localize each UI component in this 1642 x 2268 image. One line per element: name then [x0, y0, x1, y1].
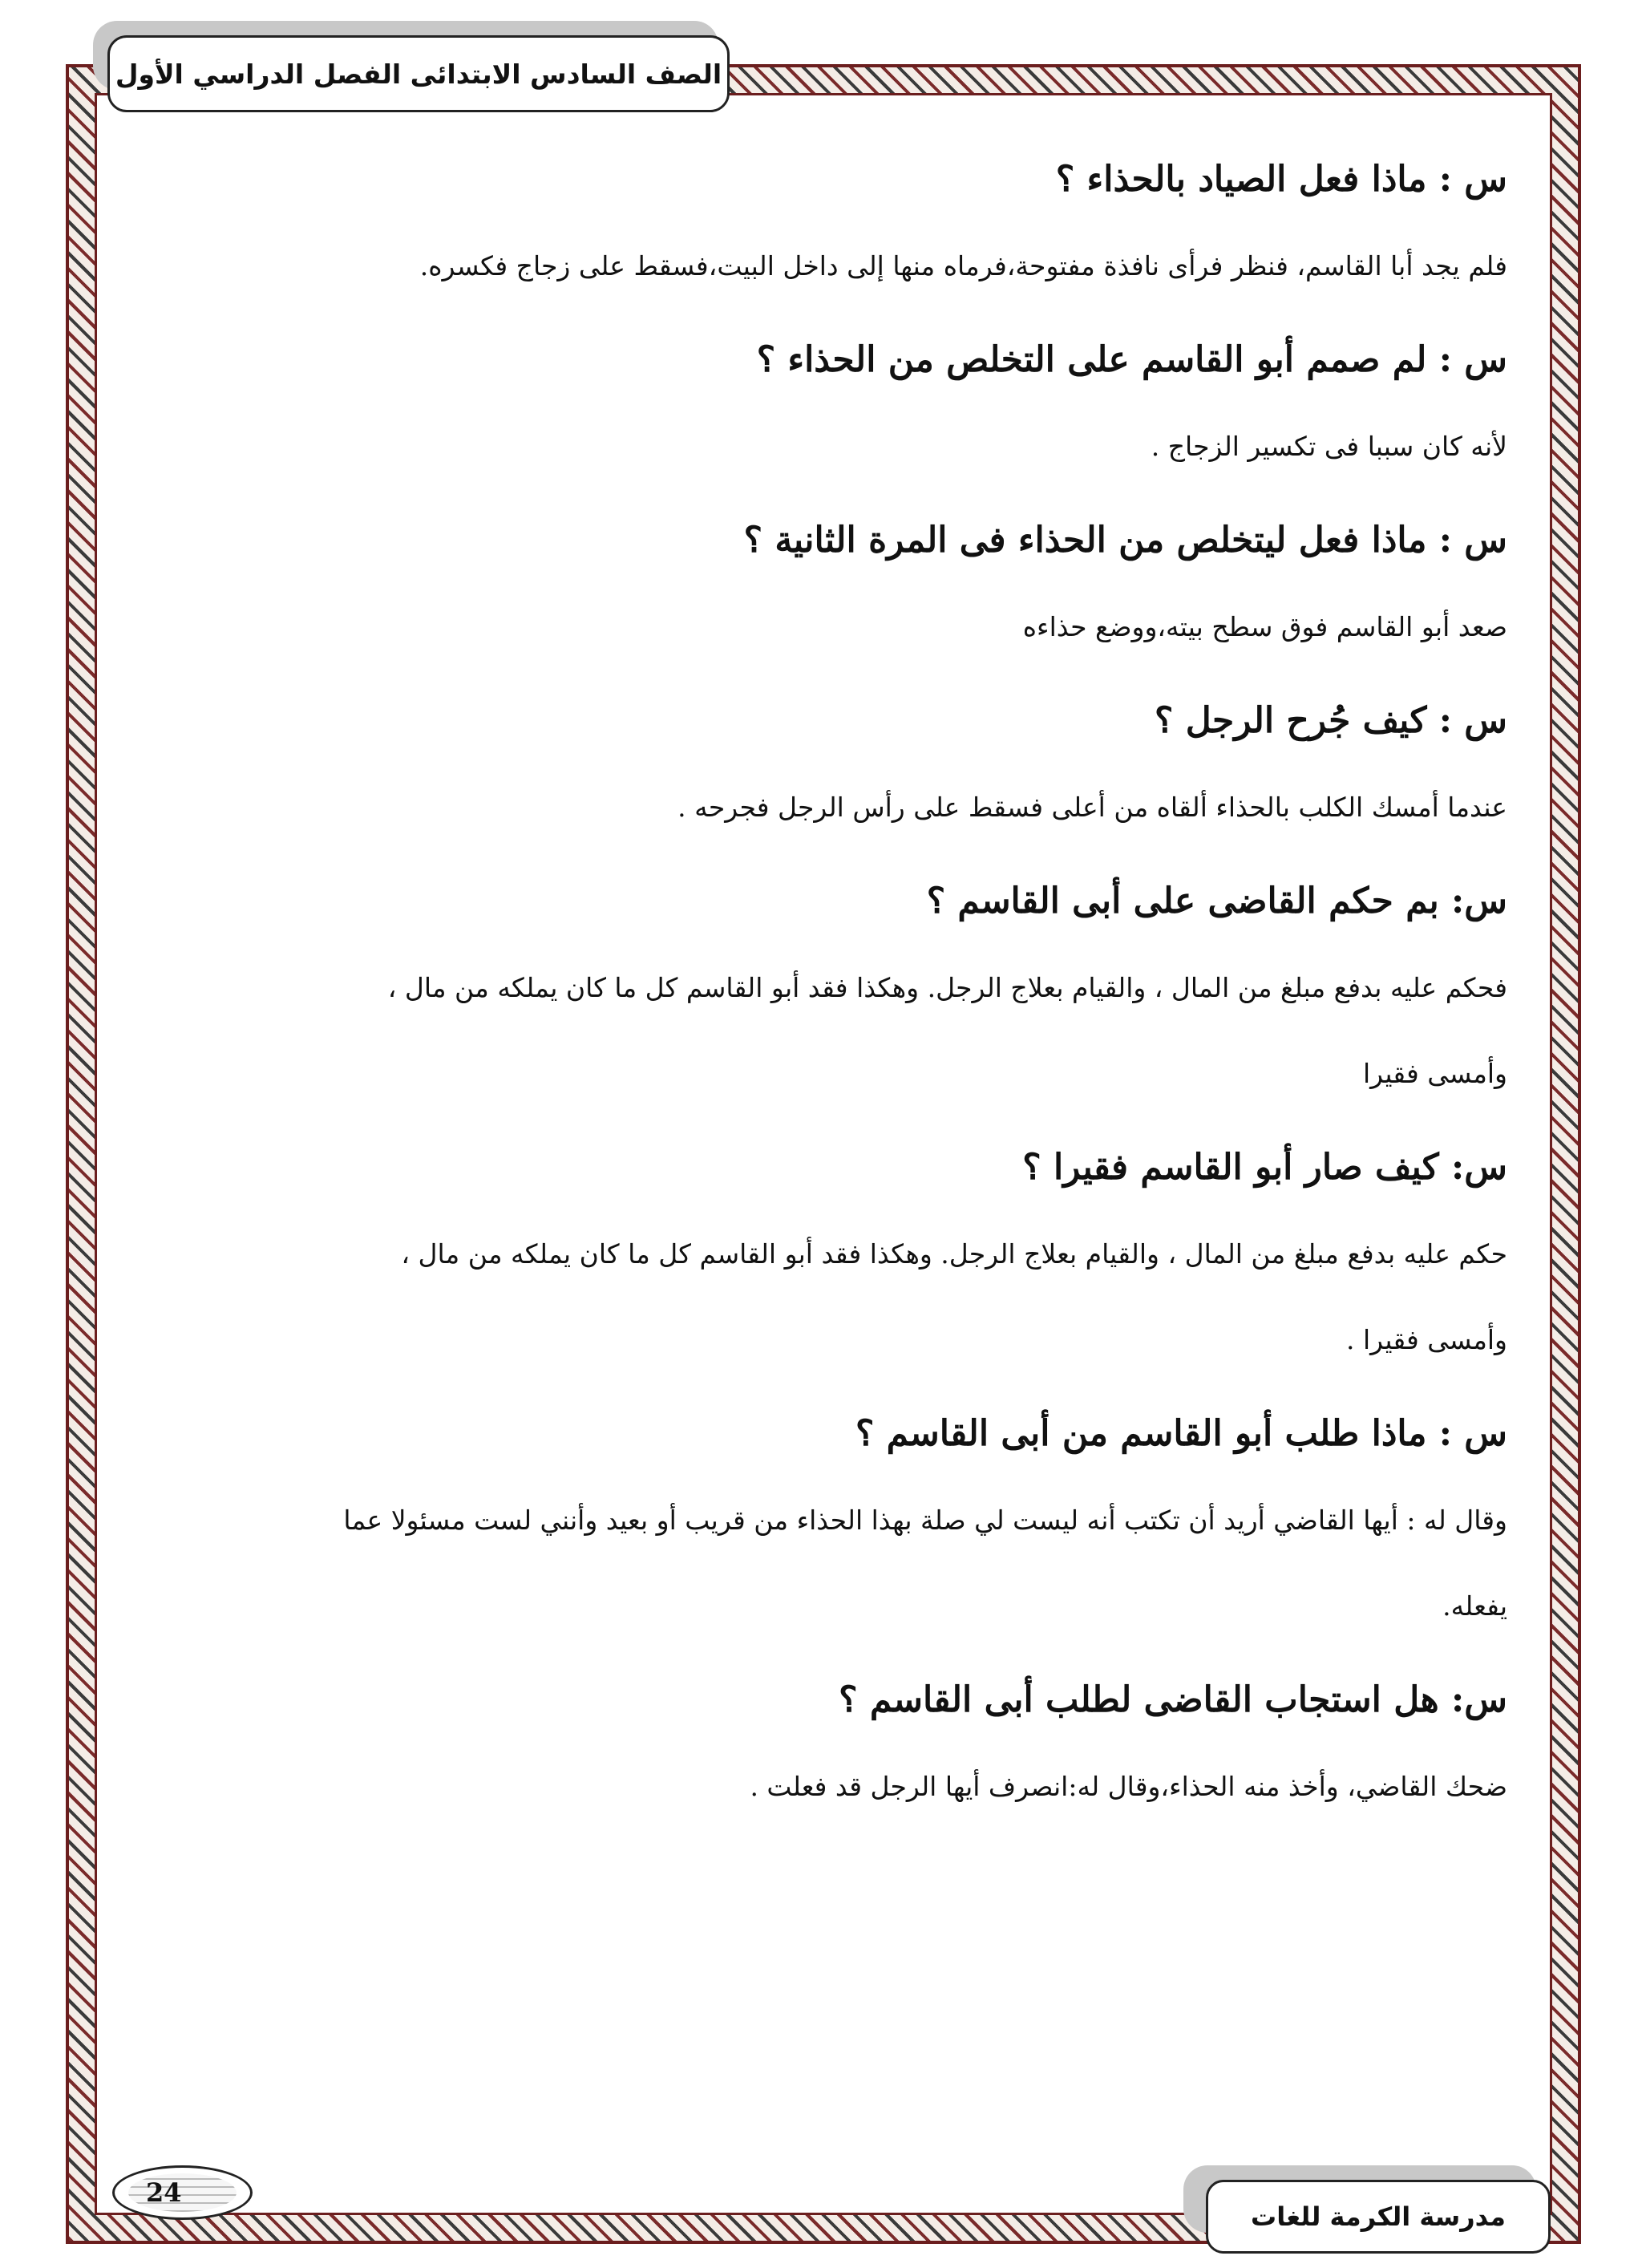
answer-line: وقال له : أيها القاضي أريد أن تكتب أنه ليست لي صلة بهذا الحذاء من قريب أو بعيد وأنني لست مسئولا عما [343, 1505, 1507, 1536]
answer-line: ضحك القاضي، وأخذ منه الحذاء،وقال له:انصرف أيها الرجل قد فعلت . [750, 1771, 1507, 1802]
answer-line: وأمسى فقيرا [1362, 1058, 1507, 1089]
answer-line: عندما أمسك الكلب بالحذاء ألقاه من أعلى فسقط على رأس الرجل فجرحه . [677, 792, 1507, 823]
question: س: هل استجاب القاضى لطلب أبى القاسم ؟ [839, 1679, 1507, 1720]
qa-item [152, 1124, 1507, 1383]
answer-line: فلم يجد أبا القاسم، فنظر فرأى نافذة مفتوحة،فرماه منها إلى داخل البيت،فسقط على زجاج فكسره. [419, 250, 1507, 281]
question: س : كيف جُرح الرجل ؟ [1155, 700, 1507, 741]
answer-line: لأنه كان سببا فى تكسير الزجاج . [1151, 431, 1507, 462]
qa-item [152, 317, 1507, 489]
question: س : لم صمم أبو القاسم على التخلص من الحذاء ؟ [756, 339, 1507, 380]
question: س : ماذا فعل ليتخلص من الحذاء فى المرة الثانية ؟ [743, 520, 1507, 561]
qa-item [152, 136, 1507, 309]
page-number-badge [112, 2165, 253, 2220]
answer-line: فحكم عليه بدفع مبلغ من المال ، والقيام بعلاج الرجل. وهكذا فقد أبو القاسم كل ما كان يملكه من مال ، [387, 972, 1507, 1003]
question: س: كيف صار أبو القاسم فقيرا ؟ [1022, 1147, 1507, 1188]
question: س: بم حكم القاضى على أبى القاسم ؟ [926, 881, 1507, 921]
header-title: الصف السادس الابتدائى الفصل الدراسي الأول [107, 35, 730, 112]
qa-list [152, 136, 1507, 1837]
answer-line: صعد أبو القاسم فوق سطح بيته،ووضع حذاءه [1022, 611, 1507, 642]
qa-item [152, 678, 1507, 850]
qa-item [152, 1657, 1507, 1829]
question: س : ماذا فعل الصياد بالحذاء ؟ [1055, 159, 1507, 200]
question: س : ماذا طلب أبو القاسم من أبى القاسم ؟ [855, 1413, 1507, 1454]
qa-item [152, 497, 1507, 670]
page-number: 24 [128, 2173, 237, 2212]
answer-line: حكم عليه بدفع مبلغ من المال ، والقيام بعلاج الرجل. وهكذا فقد أبو القاسم كل ما كان يملكه من مال ، [401, 1238, 1507, 1270]
footer-school-name: مدرسة الكرمة للغات [1206, 2180, 1551, 2254]
qa-item [152, 858, 1507, 1116]
qa-item [152, 1391, 1507, 1649]
answer-line: يفعله. [1442, 1590, 1507, 1622]
answer-line: وأمسى فقيرا . [1346, 1324, 1507, 1355]
